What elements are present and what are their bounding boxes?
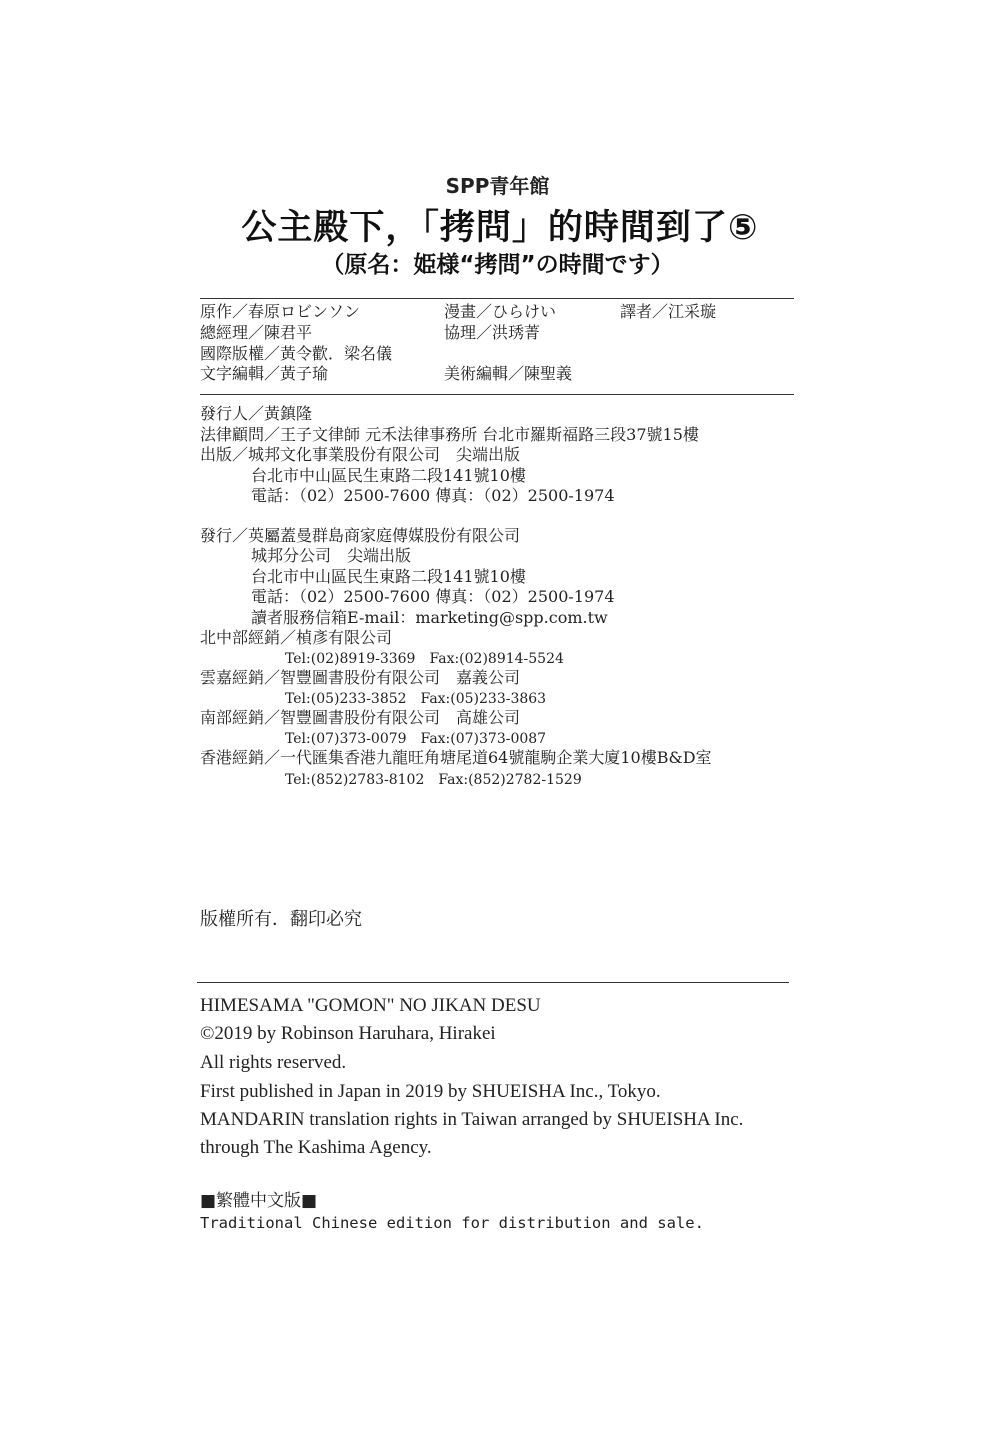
credit-assistant-manager: 協理／洪琇菁 [444,323,541,342]
distribution-line: 香港經銷／一代匯集香港九龍旺角塘尾道64號龍駒企業大廈10樓B&D室 [200,748,712,767]
english-line: through The Kashima Agency. [200,1137,432,1158]
english-line: ©2019 by Robinson Haruhara, Hirakei [200,1023,496,1044]
distribution-line: Tel:(05)233-3852 Fax:(05)233-3863 [285,691,547,707]
distribution-line: 南部經銷／智豐圖書股份有限公司 高雄公司 [200,708,521,727]
credit-rights: 國際版權／黃令歡．梁名儀 [200,344,393,363]
distribution-line: 雲嘉經銷／智豐圖書股份有限公司 嘉義公司 [200,668,521,687]
credit-general-manager: 總經理／陳君平 [200,323,313,342]
distribution-line: Tel:(02)8919-3369 Fax:(02)8914-5524 [285,651,564,667]
english-line: First published in Japan in 2019 by SHUEISHA Inc., Tokyo. [200,1081,661,1102]
publisher-line: 台北市中山區民生東路二段141號10樓 [251,466,526,485]
english-line: HIMESAMA "GOMON" NO JIKAN DESU [200,995,541,1016]
publisher-info [200,404,790,509]
credit-art-editor: 美術編輯／陳聖義 [444,364,573,383]
original-title: （原名：姫様“拷問”の時間です） [321,252,674,278]
credit-translator: 譯者／江采璇 [620,302,717,321]
publisher-line: 電話：（02）2500-7600 傳真：（02）2500-1974 [251,486,615,505]
book-title: 公主殿下，「拷問」的時間到了⑤ [241,208,759,248]
distribution-line: 發行／英屬蓋曼群島商家庭傳媒股份有限公司 [200,526,521,545]
distribution-line: Tel:(07)373-0079 Fax:(07)373-0087 [285,731,547,747]
series-label: SPP青年館 [445,174,550,198]
distribution-line: Tel:(852)2783-8102 Fax:(852)2782-1529 [285,772,582,788]
staff-credits [200,300,800,390]
credit-artist: 漫畫／ひらけい [444,302,557,321]
distribution-line: 台北市中山區民生東路二段141號10樓 [251,567,526,586]
english-copyright [200,994,800,1164]
credit-editor: 文字編輯／黃子瑜 [200,364,329,383]
edition-label: ■繁體中文版■ [200,1191,318,1211]
distribution-line: 城邦分公司 尖端出版 [251,546,412,565]
english-line: MANDARIN translation rights in Taiwan arranged by SHUEISHA Inc. [200,1109,744,1130]
english-line: All rights reserved. [200,1052,347,1073]
divider-middle [200,394,794,395]
edition-note: Traditional Chinese edition for distribution and sale. [200,1214,704,1232]
copyright-notice [200,908,790,932]
publisher-line: 法律顧問／王子文律師 元禾法律事務所 台北市羅斯福路三段37號15樓 [200,425,699,444]
publisher-line: 發行人／黃鎮隆 [200,404,313,423]
distribution-line: 讀者服務信箱E-mail：marketing@spp.com.tw [251,608,608,627]
distribution-info [200,526,790,791]
credit-author: 原作／春原ロビンソン [200,302,361,321]
copyright-notice-text: 版權所有．翻印必究 [200,909,362,930]
publisher-line: 出版／城邦文化事業股份有限公司 尖端出版 [200,445,521,464]
divider-bottom [197,982,789,983]
distribution-line: 電話：（02）2500-7600 傳真：（02）2500-1974 [251,587,615,606]
distribution-line: 北中部經銷／楨彥有限公司 [200,628,393,647]
divider-top [200,298,794,299]
